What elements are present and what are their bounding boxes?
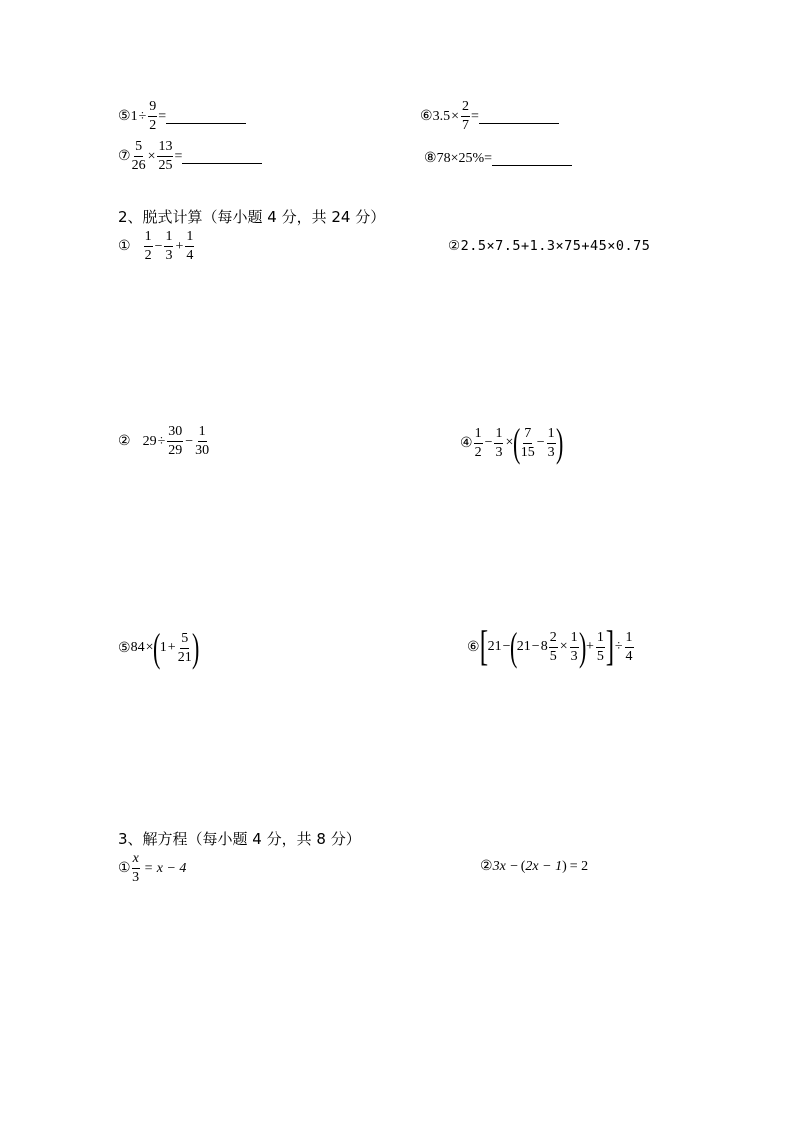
fraction: $\frac{1}{2}$	[144, 229, 152, 263]
problem-label: ②	[118, 434, 131, 449]
fraction: $\frac{9}{2}$	[149, 99, 157, 133]
fraction: $\frac{x}{3}$	[132, 851, 140, 885]
right-paren: )	[578, 624, 586, 669]
problem-label: ⑥	[420, 109, 433, 124]
problem-2-5: ⑤ 84 × ( 1 + $\frac{5}{21}$ )	[118, 625, 200, 670]
problem-2-3: ② 29 ÷ $\frac{30}{29}$ − $\frac{1}{30}$	[118, 424, 210, 458]
fraction: $\frac{7}{15}$	[520, 425, 535, 460]
fraction: $\frac{2}{5}$	[549, 629, 557, 664]
right-paren: )	[555, 420, 563, 465]
problem-2-2: ② 2.5×7.5+1.3×75+45×0.75	[448, 238, 651, 254]
left-paren: (	[520, 858, 526, 874]
fraction: $\frac{1}{3}$	[165, 229, 173, 263]
left-paren: (	[510, 624, 518, 669]
answer-blank[interactable]	[492, 151, 572, 166]
problem-label: ②	[448, 238, 461, 254]
section-3-title: 3、解方程（每小题 4 分，共 8 分）	[118, 830, 361, 848]
fraction: $\frac{1}{3}$	[570, 629, 578, 664]
left-bracket: [	[479, 624, 488, 670]
left-paren: (	[513, 420, 521, 465]
right-paren: )	[562, 858, 567, 874]
problem-1-7: ⑦ $\frac{5}{26}$ × $\frac{13}{25}$ =	[118, 140, 262, 173]
problem-1-8: ⑧ 78×25%=	[424, 150, 572, 167]
problem-3-2: ② 3x − ( 2x − 1 ) = 2	[480, 858, 589, 874]
fraction: $\frac{5}{21}$	[177, 630, 192, 665]
answer-blank[interactable]	[166, 109, 246, 124]
fraction: $\frac{30}{29}$	[168, 424, 183, 458]
problem-3-1: ① $\frac{x}{3}$ = x − 4	[118, 851, 187, 885]
problem-label: ①	[118, 239, 131, 254]
fraction: $\frac{1}{3}$	[495, 425, 503, 460]
problem-label: ⑥	[467, 639, 480, 655]
problem-label: ⑧	[424, 151, 437, 166]
problem-label: ⑦	[118, 149, 131, 164]
fraction: $\frac{1}{30}$	[195, 424, 210, 458]
fraction: $\frac{13}{25}$	[158, 139, 173, 173]
answer-blank[interactable]	[479, 109, 559, 124]
problem-label: ④	[460, 435, 473, 451]
left-paren: (	[153, 625, 161, 670]
fraction: $\frac{1}{4}$	[186, 229, 194, 263]
fraction: $\frac{1}{3}$	[547, 425, 555, 460]
fraction: $\frac{2}{7}$	[461, 99, 469, 133]
problem-label: ⑤	[118, 640, 131, 656]
answer-blank[interactable]	[182, 149, 262, 164]
problem-2-4: ④ $\frac{1}{2}$ − $\frac{1}{3}$ × ( $\frac{7}{15}$ − $\frac{1}{3}$ )	[460, 420, 563, 465]
problem-label: ②	[480, 859, 493, 874]
problem-1-6: ⑥ 3.5 × $\frac{2}{7}$ =	[420, 100, 559, 133]
fraction: $\frac{1}{5}$	[596, 629, 604, 664]
problem-label: ⑤	[118, 109, 131, 124]
fraction: $\frac{1}{4}$	[625, 629, 633, 664]
problem-1-5: ⑤ 1 ÷ $\frac{9}{2}$ =	[118, 100, 246, 133]
problem-2-1: ① $\frac{1}{2}$ − $\frac{1}{3}$ + $\frac{1}{4}$	[118, 229, 194, 263]
fraction: $\frac{1}{2}$	[474, 425, 482, 460]
section-2-title: 2、脱式计算（每小题 4 分，共 24 分）	[118, 208, 386, 226]
fraction: $\frac{5}{26}$	[131, 139, 146, 173]
right-paren: )	[191, 625, 200, 670]
problem-label: ①	[118, 861, 131, 876]
right-bracket: ]	[605, 624, 615, 670]
problem-2-6: ⑥ [ 21 − ( 21 − 8 $\frac{2}{5}$ × $\frac{1}{3}$ ) + $\frac{1}{5}$ ] ÷ $\frac{1}{4}$	[467, 624, 633, 670]
